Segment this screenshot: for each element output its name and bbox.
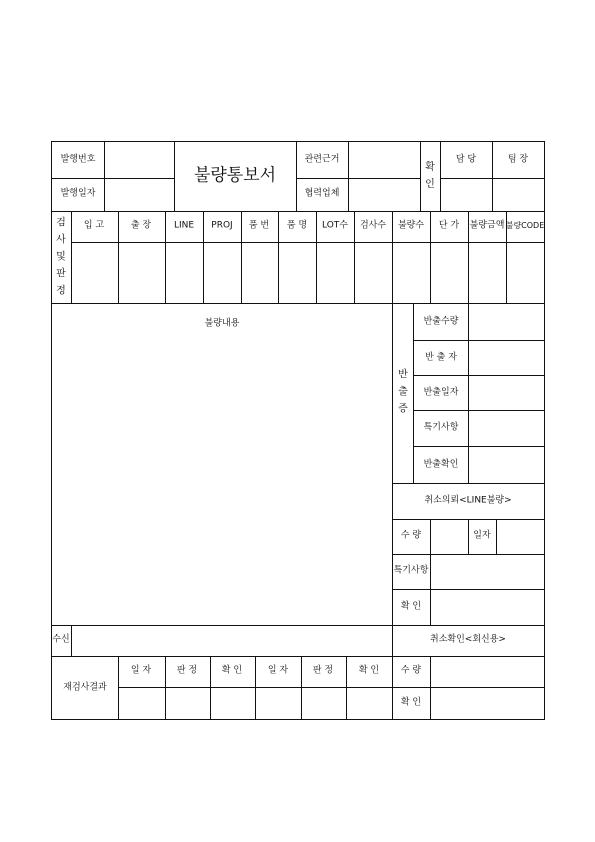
inspection-column-header: 단 가 [438, 220, 460, 231]
related-basis-label: 관련근거 [304, 154, 340, 165]
cancel-date-label: 일자 [473, 530, 491, 541]
inspection-column-header: 출 장 [130, 220, 152, 231]
return-certificate-side-label: 반출증 [398, 369, 408, 415]
grid-line [71, 242, 545, 243]
return-date-label: 반출일자 [423, 387, 459, 398]
grid-line [413, 303, 414, 483]
document-title: 불량통보서 [193, 165, 277, 186]
grid-line [51, 625, 545, 626]
cancel-request-title: 취소의뢰<LINE불량> [424, 495, 512, 506]
grid-line [51, 211, 545, 212]
reinspection-confirm-label: 확 인 [400, 697, 422, 708]
reinspection-column-header: 판 정 [176, 665, 198, 676]
cancel-quantity-label: 수 량 [400, 530, 422, 541]
grid-line [118, 656, 119, 719]
inspection-column-header: PROJ [211, 220, 233, 231]
grid-line [296, 141, 297, 211]
grid-line [354, 211, 355, 303]
grid-line [440, 141, 441, 211]
cancel-confirm-reply-label: 취소확인<회신용> [430, 634, 506, 645]
inspection-side-label: 검사및판정 [56, 217, 66, 297]
grid-line [301, 656, 302, 719]
border-line [51, 141, 52, 719]
grid-line [413, 375, 545, 376]
grid-line [430, 211, 431, 303]
approval-confirm-label: 확인 [425, 162, 435, 190]
grid-line [468, 303, 469, 483]
reinspection-column-header: 판 정 [312, 665, 334, 676]
inspection-column-header: 불량수 [397, 220, 425, 231]
inspection-column-header: 불량CODE [505, 221, 545, 230]
grid-line [468, 519, 469, 554]
grid-line [51, 656, 545, 657]
border-line [51, 141, 545, 142]
grid-line [392, 656, 393, 719]
grid-line [392, 211, 393, 303]
grid-line [413, 446, 545, 447]
grid-line [392, 589, 545, 590]
grid-line [71, 625, 72, 656]
reinspection-column-header: 확 인 [221, 665, 243, 676]
defect-content-label: 불량내용 [204, 318, 240, 329]
grid-line [392, 554, 545, 555]
return-remarks-label: 특기사항 [423, 422, 459, 433]
grid-line [420, 141, 421, 211]
grid-line [165, 656, 166, 719]
grid-line [413, 340, 545, 341]
grid-line [104, 141, 105, 211]
grid-line [296, 178, 420, 179]
grid-line [430, 519, 431, 625]
cancel-confirm-label: 확 인 [400, 601, 422, 612]
partner-company-label: 협력업체 [304, 188, 340, 199]
return-confirm-label: 반출확인 [423, 459, 459, 470]
inspection-column-header: LINE [173, 220, 195, 231]
inspection-column-header: 품 명 [286, 220, 308, 231]
grid-line [346, 656, 347, 719]
inspection-column-header: 검사수 [359, 220, 387, 231]
grid-line [203, 211, 204, 303]
reinspection-label: 재검사결과 [63, 682, 107, 693]
inspection-column-header: 불량금액 [469, 220, 505, 231]
grid-line [348, 141, 349, 211]
returner-label: 반 출 자 [425, 352, 457, 363]
grid-line [492, 141, 493, 211]
grid-line [316, 211, 317, 303]
grid-line [165, 211, 166, 303]
grid-line [496, 519, 497, 554]
cancel-remarks-label: 특기사항 [393, 565, 429, 576]
issue-number-label: 발행번호 [60, 154, 96, 165]
grid-line [392, 483, 545, 484]
inspection-column-header: 입 고 [83, 220, 105, 231]
grid-line [392, 303, 393, 656]
team-lead-label: 팀 장 [507, 154, 529, 165]
inspection-column-header: 품 번 [248, 220, 270, 231]
issue-date-label: 발행일자 [60, 188, 96, 199]
grid-line [413, 410, 545, 411]
inspection-column-header: LOT수 [322, 220, 348, 231]
grid-line [278, 211, 279, 303]
grid-line [51, 303, 545, 304]
grid-line [51, 178, 174, 179]
grid-line [174, 141, 175, 211]
return-quantity-label: 반출수량 [423, 316, 459, 327]
grid-line [118, 687, 545, 688]
border-line [51, 719, 545, 720]
grid-line [118, 211, 119, 303]
reinspection-column-header: 확 인 [358, 665, 380, 676]
reinspection-quantity-label: 수 량 [400, 665, 422, 676]
receipt-label: 수신 [52, 634, 70, 645]
grid-line [241, 211, 242, 303]
grid-line [210, 656, 211, 719]
grid-line [430, 656, 431, 719]
reinspection-column-header: 일 자 [130, 665, 152, 676]
grid-line [255, 656, 256, 719]
reinspection-column-header: 일 자 [267, 665, 289, 676]
manager-label: 담 당 [455, 154, 477, 165]
grid-line [71, 211, 72, 303]
